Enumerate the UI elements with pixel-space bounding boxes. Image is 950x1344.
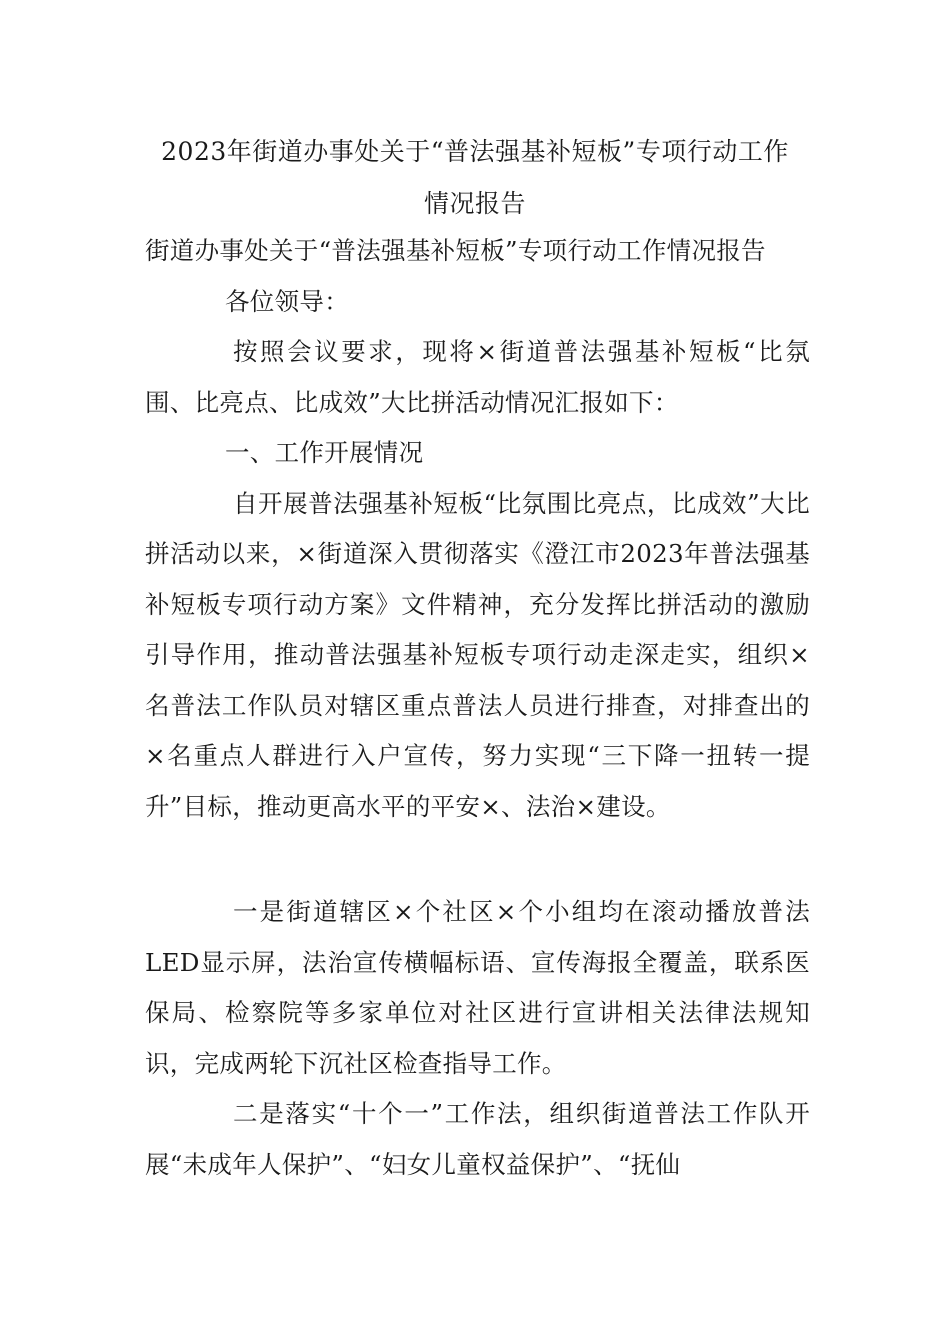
item-2-paragraph: 二是落实“十个一”工作法，组织街道普法工作队开展“未成年人保护”、“妇女儿童权益保护”、“抚仙 xyxy=(145,1099,810,1179)
item-1-paragraph: 一是街道辖区×个社区×个小组均在滚动播放普法LED显示屏，法治宣传横幅标语、宣传海报全覆盖，联系医保局、检察院等多家单位对社区进行宣讲相关法律法规知识，完成两轮下沉社区检查指导工作。 xyxy=(145,897,810,1078)
title-line-2: 情况报告 xyxy=(423,189,526,218)
salutation: 各位领导： xyxy=(225,286,349,316)
intro-paragraph: 按照会议要求，现将×街道普法强基补短板“比氛围、比亮点、比成效”大比拼活动情况汇报如下： xyxy=(145,337,810,417)
title-line-1: 2023年街道办事处关于“普法强基补短板”专项行动工作 xyxy=(161,137,789,166)
document-subtitle: 街道办事处关于“普法强基补短板”专项行动工作情况报告 xyxy=(145,236,766,265)
document-body xyxy=(145,226,810,1190)
paragraph-spacer xyxy=(145,832,810,887)
document-title xyxy=(140,126,810,230)
section-heading-1: 一、工作开展情况 xyxy=(225,438,424,467)
section-1-paragraph: 自开展普法强基补短板“比氛围比亮点，比成效”大比拼活动以来，×街道深入贯彻落实《澄江市2023年普法强基补短板专项行动方案》文件精神，充分发挥比拼活动的激励引导作用，推动普法强基补短板专项行动走深走实，组织×名普法工作队员对辖区重点普法人员进行排查，对排查出的×名重点人群进行入户宣传，努力实现“三下降一扭转一提升”目标，推动更高水平的平安×、法治×建设。 xyxy=(145,488,810,821)
